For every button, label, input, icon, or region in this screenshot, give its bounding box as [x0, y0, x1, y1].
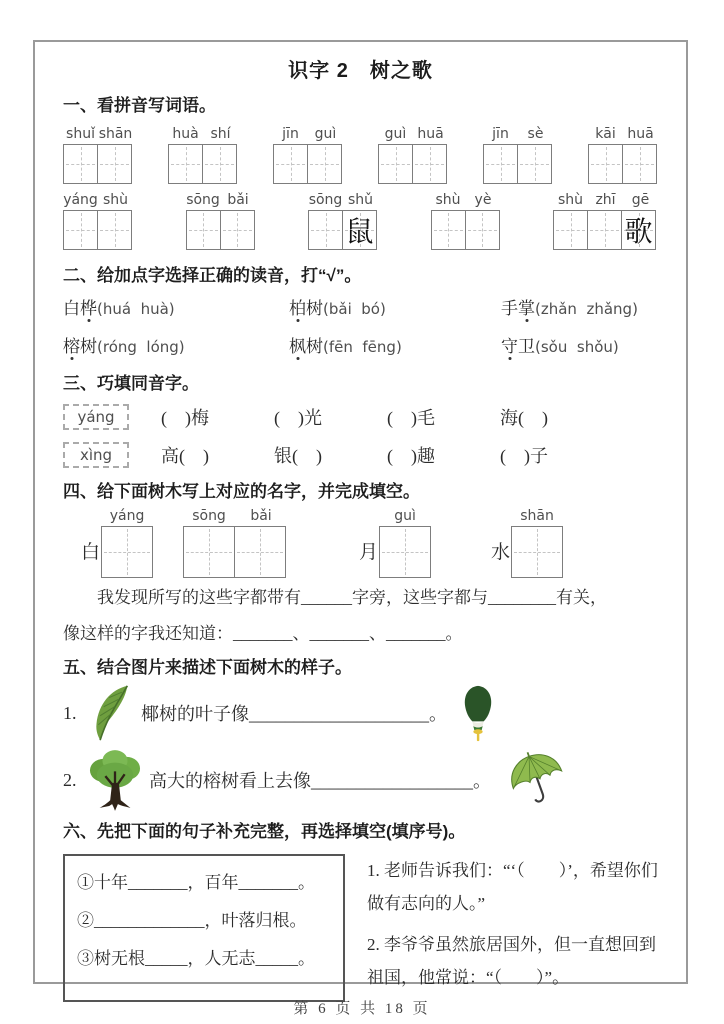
tree-name-group: 白 yáng [81, 506, 153, 578]
pinyin-label: shù [435, 192, 461, 208]
pinyin-options: (róng lóng) [97, 338, 185, 356]
writing-cell[interactable] [307, 144, 342, 184]
pinyin-label: guì [384, 126, 407, 142]
sentence-completion [63, 854, 658, 1002]
pinyin-label: gē [631, 192, 650, 208]
palm-leaf-icon [89, 684, 133, 742]
section-4-heading: 四、给下面树木写上对应的名字，并完成填空。 [63, 482, 420, 501]
page-border-frame [33, 40, 688, 987]
writing-cell[interactable] [273, 144, 308, 184]
page-number: 第 6 页 共 18 页 [293, 1001, 431, 1017]
writing-cell[interactable] [483, 144, 518, 184]
pinyin-grid-group [483, 124, 553, 184]
section-2-heading: 二、给加点字选择正确的读音，打“√”。 [63, 266, 362, 285]
umbrella-icon [505, 749, 567, 811]
section-3-heading: 三、巧填同音字。 [63, 374, 199, 393]
pinyin-label: huā [417, 126, 444, 142]
pinyin-label: shǔ [347, 192, 374, 208]
tree-name-grids [63, 506, 658, 578]
dotted-character: 柏 [289, 299, 306, 318]
pronunciation-item[interactable]: 柏树(bǎi bó) [289, 299, 386, 318]
fill-blank-sentence[interactable]: 我发现所写的这些字都带有______字旁，这些字都与________有关， [97, 588, 607, 607]
fill-blank-sentence[interactable]: 像这样的字我还知道：_______、_______、_______。 [63, 624, 463, 643]
dotted-character: 掌 [518, 299, 535, 318]
pronunciation-choices [63, 294, 658, 362]
writing-cell[interactable] [220, 210, 255, 250]
pinyin-grid-group [63, 124, 133, 184]
section-5-heading: 五、结合图片来描述下面树木的样子。 [63, 658, 352, 677]
pinyin-grid-group [273, 124, 343, 184]
pinyin-grid-group [63, 190, 133, 250]
sentence-line[interactable]: ①十年_______，百年_______。 [77, 873, 315, 892]
writing-cell[interactable] [412, 144, 447, 184]
pinyin-label: zhī [595, 192, 616, 208]
pinyin-label: sè [527, 126, 544, 142]
tree-name-group [183, 506, 287, 578]
homophone-row [63, 438, 658, 472]
pinyin-box: xìng [63, 442, 129, 468]
writing-cell[interactable] [234, 526, 286, 578]
pinyin-label: shān [520, 508, 554, 524]
writing-cell[interactable] [622, 144, 657, 184]
writing-cell[interactable] [186, 210, 221, 250]
sentence-line[interactable]: ③树无根_____，人无志_____。 [77, 949, 315, 968]
pinyin-options: (bǎi bó) [323, 300, 386, 318]
tree-name-group: 月 guì [359, 506, 431, 578]
describe-item: 1. 椰树的叶子像____________________。 [63, 684, 658, 742]
pinyin-options: (huá huà) [97, 300, 175, 318]
fill-in-questions [367, 854, 658, 1002]
pronunciation-item[interactable]: 守卫(sǒu shǒu) [501, 337, 619, 356]
pronunciation-item[interactable]: 枫树(fēn fēng) [289, 337, 402, 356]
pinyin-label: sōng [186, 192, 220, 208]
writing-cell[interactable] [379, 526, 431, 578]
pinyin-grid-group [588, 124, 658, 184]
palm-fan-icon [461, 684, 495, 742]
pinyin-label: shù [102, 192, 129, 208]
pinyin-options: (zhǎn zhǎng) [535, 300, 638, 318]
pinyin-grid-group [168, 124, 238, 184]
pinyin-grid-group [308, 190, 378, 250]
pinyin-label: yáng [63, 192, 98, 208]
pinyin-label: jīn [492, 126, 509, 142]
writing-cell[interactable] [202, 144, 237, 184]
pronunciation-item[interactable]: 榕树(róng lóng) [63, 337, 185, 356]
tree-name-group: 水 shān [491, 506, 563, 578]
pinyin-label: shuǐ [66, 126, 95, 142]
dotted-character: 桦 [80, 299, 97, 318]
pinyin-label: shí [210, 126, 231, 142]
writing-cell[interactable] [101, 526, 153, 578]
question-item[interactable]: 2. 李爷爷虽然旅居国外，但一直想回到祖国，他常说：“（ ）”。 [367, 935, 656, 987]
pinyin-label: bǎi [250, 508, 272, 524]
writing-cell[interactable] [183, 526, 235, 578]
writing-cell[interactable] [517, 144, 552, 184]
pronunciation-item[interactable]: 白桦(huá huà) [63, 299, 175, 318]
pinyin-grid-group [378, 124, 448, 184]
fill-blank-item[interactable]: ( )子 [500, 446, 548, 466]
fill-blank-item[interactable]: ( )光 [274, 408, 322, 428]
writing-cell[interactable] [587, 210, 622, 250]
pinyin-label: kāi [595, 126, 616, 142]
writing-cell[interactable] [378, 144, 413, 184]
pinyin-grid-group [553, 190, 658, 250]
fill-blank-item[interactable]: 海( ) [500, 408, 548, 428]
writing-cell[interactable] [308, 210, 343, 250]
pinyin-label: sōng [308, 192, 343, 208]
pinyin-label: guì [314, 126, 337, 142]
writing-cell[interactable]: 歌 [621, 210, 656, 250]
section-6-heading: 六、先把下面的句子补充完整，再选择填空(填序号)。 [63, 822, 466, 841]
banyan-tree-icon [89, 748, 141, 812]
sentence-bank-box [63, 854, 345, 1002]
writing-cell[interactable]: 鼠 [342, 210, 377, 250]
writing-cell[interactable] [465, 210, 500, 250]
pinyin-grid-row-2 [63, 190, 658, 250]
pinyin-label: sōng [192, 508, 226, 524]
writing-cell[interactable] [97, 210, 132, 250]
writing-cell[interactable] [97, 144, 132, 184]
pinyin-label: huā [627, 126, 654, 142]
homophone-row [63, 400, 658, 434]
pinyin-label: guì [394, 508, 416, 524]
sentence-line[interactable]: ②_____________，叶落归根。 [77, 911, 307, 930]
writing-cell[interactable] [511, 526, 563, 578]
pinyin-label: yáng [109, 508, 145, 524]
dotted-character: 榕 [63, 337, 80, 356]
page-title: 识字 2 树之歌 [288, 60, 433, 82]
fill-blank-item[interactable]: ( )毛 [387, 408, 435, 428]
pinyin-label: yè [474, 192, 492, 208]
section-1-heading: 一、看拼音写词语。 [63, 96, 216, 115]
fill-blank-item[interactable]: ( )梅 [161, 408, 209, 428]
question-item[interactable]: 1. 老师告诉我们：“‘（ ）’，希望你们做有志向的人。” [367, 861, 658, 913]
fill-blank-item[interactable]: 高( ) [161, 446, 209, 466]
writing-cell[interactable] [168, 144, 203, 184]
fill-blank-item[interactable]: 银( ) [274, 446, 322, 466]
pinyin-grid-group [431, 190, 501, 250]
writing-cell[interactable] [63, 210, 98, 250]
pinyin-label: huà [172, 126, 199, 142]
writing-cell[interactable] [553, 210, 588, 250]
answer-blank[interactable]: ____________________。 [249, 704, 447, 724]
pinyin-label: shù [557, 192, 584, 208]
pinyin-options: (sǒu shǒu) [535, 338, 619, 356]
pinyin-grid-group [186, 190, 256, 250]
pinyin-label: bǎi [227, 192, 249, 208]
answer-blank[interactable]: __________________。 [311, 771, 491, 791]
pinyin-options: (fēn fēng) [323, 338, 402, 356]
fill-blank-item[interactable]: ( )趣 [387, 446, 435, 466]
writing-cell[interactable] [431, 210, 466, 250]
pinyin-label: jīn [282, 126, 299, 142]
pronunciation-item[interactable]: 手掌(zhǎn zhǎng) [501, 299, 638, 318]
describe-item: 2. 高大的榕树看上去像__________________。 [63, 748, 658, 812]
dotted-character: 枫 [289, 337, 306, 356]
pinyin-grid-row-1 [63, 124, 658, 184]
dotted-character: 守 [501, 337, 518, 356]
writing-cell[interactable] [63, 144, 98, 184]
pinyin-box: yáng [63, 404, 129, 430]
pinyin-label: shān [98, 126, 133, 142]
writing-cell[interactable] [588, 144, 623, 184]
